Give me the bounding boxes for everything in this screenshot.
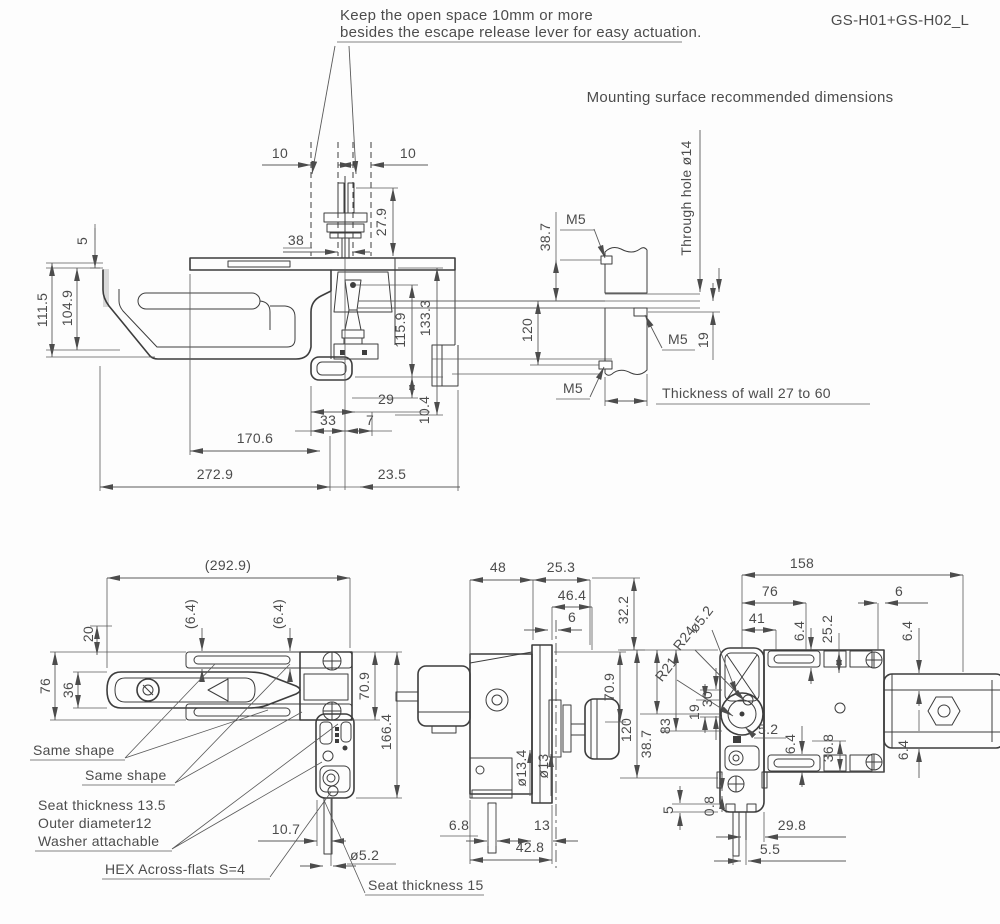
flange-13 <box>563 705 571 752</box>
dim-83: 83 <box>656 717 673 735</box>
label-outer-diameter: Outer diameter12 <box>38 815 152 831</box>
dim-5: 5 <box>73 236 90 246</box>
wall-section <box>358 248 700 376</box>
dim-13b: 13 <box>533 817 551 833</box>
dim-o5-2-lever: ø5.2 <box>685 602 717 636</box>
handle-grip <box>138 293 260 309</box>
dim-120: 120 <box>518 317 535 343</box>
dim-6-8: 6.8 <box>448 817 470 833</box>
label-m5-top: M5 <box>565 211 587 227</box>
dim-o5-2: ø5.2 <box>350 847 380 863</box>
back-view <box>618 555 1000 865</box>
dim-6-4-bottom: 6.4 <box>781 733 798 755</box>
dim-120b: 120 <box>617 717 634 743</box>
side-view-body <box>103 258 612 490</box>
bottom-rail <box>186 704 352 720</box>
handle-arrow-mark <box>208 679 228 701</box>
dim-76b: 76 <box>761 583 779 599</box>
dim-5-5: 5.5 <box>759 841 781 857</box>
top-rail <box>186 652 352 668</box>
back-view-d <box>618 555 963 865</box>
top-view <box>30 557 484 895</box>
dim-6b: 6 <box>894 583 904 599</box>
label-washer: Washer attachable <box>38 833 160 849</box>
dim-6-4-arm: 6.4 <box>894 739 911 761</box>
dim-29: 29 <box>378 391 395 407</box>
m5-insert-mid <box>634 308 647 316</box>
note-line-1: Keep the open space 10mm or more <box>340 7 594 24</box>
dim-292-9: (292.9) <box>204 557 252 573</box>
label-same-shape-2: Same shape <box>85 767 167 783</box>
pivot-block <box>300 652 352 720</box>
dim-170-6: 170.6 <box>236 430 274 446</box>
dim-27-9: 27.9 <box>372 207 389 237</box>
dim-19: 19 <box>694 331 711 349</box>
drawing-title: GS-H01+GS-H02_L <box>830 12 970 29</box>
dim-6-4-right: 6.4 <box>898 620 915 642</box>
arm <box>884 674 1000 748</box>
dim-5b: 5 <box>659 805 676 815</box>
dim-104-9: 104.9 <box>58 289 75 327</box>
dim-10-7: 10.7 <box>271 821 301 837</box>
dim-29-8: 29.8 <box>777 817 807 833</box>
dim-38: 38 <box>287 232 305 248</box>
dim-76: 76 <box>36 677 53 695</box>
dim-36-8: 36.8 <box>819 733 836 763</box>
dim-30: 30 <box>698 690 715 708</box>
dim-70-9-mid: 70.9 <box>600 672 617 702</box>
dim-36: 36 <box>59 681 76 699</box>
dim-20: 20 <box>79 625 96 643</box>
dim-33: 33 <box>320 412 337 428</box>
dim-166-4: 166.4 <box>377 713 394 751</box>
dim-6-4-top: 6.4 <box>790 620 807 642</box>
dim-r24: R24 <box>669 622 699 654</box>
dim-25-3: 25.3 <box>546 559 576 575</box>
side-view <box>34 142 612 491</box>
lever-pivot-dot <box>350 282 356 288</box>
label-hex-flats: HEX Across-flats S=4 <box>105 861 246 877</box>
dim-25-2: 25.2 <box>818 614 835 644</box>
dim-10-4: 10.4 <box>415 395 432 425</box>
dim-10-right: 10 <box>399 145 417 161</box>
dim-0-8: 0.8 <box>700 795 717 817</box>
label-m5-bottom: M5 <box>562 380 584 396</box>
dim-7: 7 <box>366 412 375 428</box>
dim-23-5: 23.5 <box>377 466 407 482</box>
back-view-body <box>717 648 1000 856</box>
dim-272-9: 272.9 <box>196 466 234 482</box>
dim-38-7b: 38.7 <box>637 729 654 759</box>
dim-133-3: 133.3 <box>416 299 433 337</box>
label-through-hole: Through hole ø14 <box>677 140 694 256</box>
dim-6-4-right: (6.4) <box>269 598 286 630</box>
note-arrows <box>312 46 356 174</box>
end-view-body <box>396 620 619 868</box>
end-actuator-pin <box>488 803 496 853</box>
dim-48: 48 <box>489 559 507 575</box>
dim-46-4: 46.4 <box>557 587 587 603</box>
dim-42-8: 42.8 <box>515 839 545 855</box>
dim-41: 41 <box>748 610 766 626</box>
escape-release-lever <box>311 142 371 258</box>
dim-6: 6 <box>567 609 577 625</box>
dim-32-2: 32.2 <box>614 595 631 625</box>
dim-70-9: 70.9 <box>355 671 372 701</box>
label-wall-thickness: Thickness of wall 27 to 60 <box>662 385 831 401</box>
dim-o13: ø13 <box>534 753 551 779</box>
label-same-shape-1: Same shape <box>33 742 115 758</box>
dim-158: 158 <box>789 555 815 571</box>
knob <box>585 699 619 759</box>
dim-115-9: 115.9 <box>391 312 408 348</box>
dim-6-4-left: (6.4) <box>181 598 198 630</box>
m5-insert-bottom <box>599 361 612 369</box>
dim-o13-4: ø13.4 <box>512 749 529 787</box>
dim-10-left: 10 <box>271 145 289 161</box>
hex-nut <box>928 697 960 725</box>
label-m5-mid: M5 <box>667 331 689 347</box>
dim-38-7: 38.7 <box>536 222 553 252</box>
mounting-heading: Mounting surface recommended dimensions <box>586 89 894 106</box>
end-view <box>396 559 645 868</box>
note-line-2: besides the escape release lever for easy actuation. <box>340 24 702 41</box>
label-seat-thickness: Seat thickness 13.5 <box>38 797 166 813</box>
dim-5-2b: 5.2 <box>758 721 779 737</box>
label-seat-thickness-15: Seat thickness 15 <box>368 877 484 893</box>
dim-19b: 19 <box>685 703 702 721</box>
flange-13-4 <box>549 700 561 757</box>
dim-r21: R21 <box>651 653 681 685</box>
dim-111-5: 111.5 <box>33 292 50 328</box>
top-view-callouts <box>30 664 484 895</box>
side-view-dims <box>34 145 460 491</box>
m5-insert-top <box>601 256 612 264</box>
